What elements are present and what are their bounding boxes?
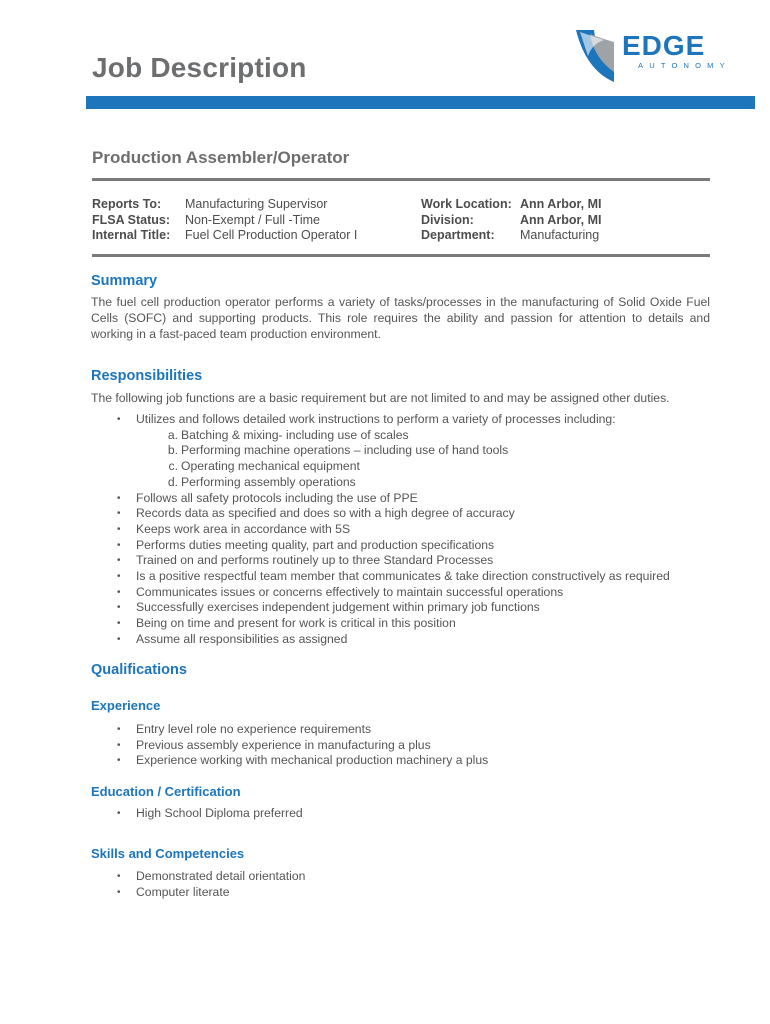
info-value: Manufacturing — [520, 228, 600, 242]
list-item: • Trained on and performs routinely up to three Standard Processes — [91, 553, 710, 569]
edge-logo-icon — [574, 30, 744, 82]
education-heading: Education / Certification — [91, 784, 241, 799]
sub-list-item: a. Batching & mixing- including use of scales — [167, 427, 409, 442]
list-item: • Demonstrated detail orientation — [91, 869, 710, 885]
qualifications-heading: Qualifications — [91, 662, 187, 678]
list-item: • High School Diploma preferred — [91, 806, 710, 822]
sub-list — [91, 428, 710, 491]
responsibilities-heading: Responsibilities — [91, 368, 203, 384]
list-item: • Communicates issues or concerns effectively to maintain successful operations — [91, 585, 710, 601]
summary-heading: Summary — [91, 273, 158, 289]
job-title: Production Assembler/Operator — [92, 148, 350, 167]
svg-text:AUTONOMY: AUTONOMY — [638, 61, 731, 70]
list-item: • Being on time and present for work is critical in this position — [91, 616, 710, 632]
experience-heading: Experience — [91, 698, 161, 713]
title-divider-bar — [86, 96, 755, 109]
info-right-block — [421, 197, 601, 244]
info-key: FLSA Status: — [92, 212, 171, 227]
education-list — [91, 806, 710, 822]
info-row — [92, 197, 357, 213]
list-item: • Follows all safety protocols including the use of PPE — [91, 491, 710, 507]
list-item: • Experience working with mechanical production machinery a plus — [91, 753, 710, 769]
list-item: • Utilizes and follows detailed work instructions to perform a variety of processes including: a. Batching & mixing- including use of scales b. Performing machine operations – including use of hand tools c. Operating mechanical equipment d. Performing assembly operations — [91, 412, 710, 491]
responsibilities-list — [91, 412, 710, 648]
info-row — [421, 213, 601, 229]
list-item: • Assume all responsibilities as assigned — [91, 632, 710, 648]
list-item: • Keeps work area in accordance with 5S — [91, 522, 710, 538]
list-item: • Performs duties meeting quality, part and production specifications — [91, 538, 710, 554]
list-item: • Entry level role no experience requirements — [91, 722, 710, 738]
info-value: Manufacturing Supervisor — [185, 197, 328, 211]
info-key: Internal Title: — [92, 228, 171, 242]
info-key: Work Location: — [421, 197, 512, 211]
sub-list-item: c. Operating mechanical equipment — [168, 459, 360, 474]
list-item: • Previous assembly experience in manufacturing a plus — [91, 738, 710, 754]
responsibilities-intro: The following job functions are a basic requirement but are not limited to and may be assigned other duties. — [91, 391, 670, 405]
info-top-rule — [92, 178, 710, 181]
info-row — [421, 228, 601, 244]
sub-list-item: d. Performing assembly operations — [167, 474, 356, 489]
info-row — [421, 197, 601, 213]
info-value: Fuel Cell Production Operator I — [185, 228, 358, 242]
info-key: Division: — [421, 212, 474, 227]
list-item: • Records data as specified and does so with a high degree of accuracy — [91, 506, 710, 522]
info-value: Ann Arbor, MI — [520, 212, 602, 227]
info-bottom-rule — [92, 254, 710, 257]
info-value: Non-Exempt / Full -Time — [185, 212, 320, 227]
list-item: • Successfully exercises independent judgement within primary job functions — [91, 600, 710, 616]
skills-list — [91, 869, 710, 900]
info-row — [92, 213, 357, 229]
svg-text:EDGE: EDGE — [622, 30, 706, 61]
experience-list — [91, 722, 710, 769]
skills-heading: Skills and Competencies — [91, 846, 245, 861]
info-value: Ann Arbor, MI — [520, 197, 602, 211]
summary-text: The fuel cell production operator performs a variety of tasks/processes in the manufacturing of Solid Oxide Fuel Cells (SOFC) and supporting products. This role requires the ability and passion for attention to details and working in a fast-paced team production environment. — [91, 295, 710, 341]
info-left-block — [92, 197, 357, 244]
edge-autonomy-logo — [574, 30, 744, 82]
info-key: Department: — [421, 228, 495, 242]
sub-list-item: b. Performing machine operations – including use of hand tools — [167, 443, 509, 458]
info-row — [92, 228, 357, 244]
list-item: • Computer literate — [91, 885, 710, 901]
list-item: • Is a positive respectful team member that communicates & take direction constructively as required — [91, 569, 710, 585]
info-key: Reports To: — [92, 197, 162, 211]
page-title: Job Description — [92, 52, 307, 83]
